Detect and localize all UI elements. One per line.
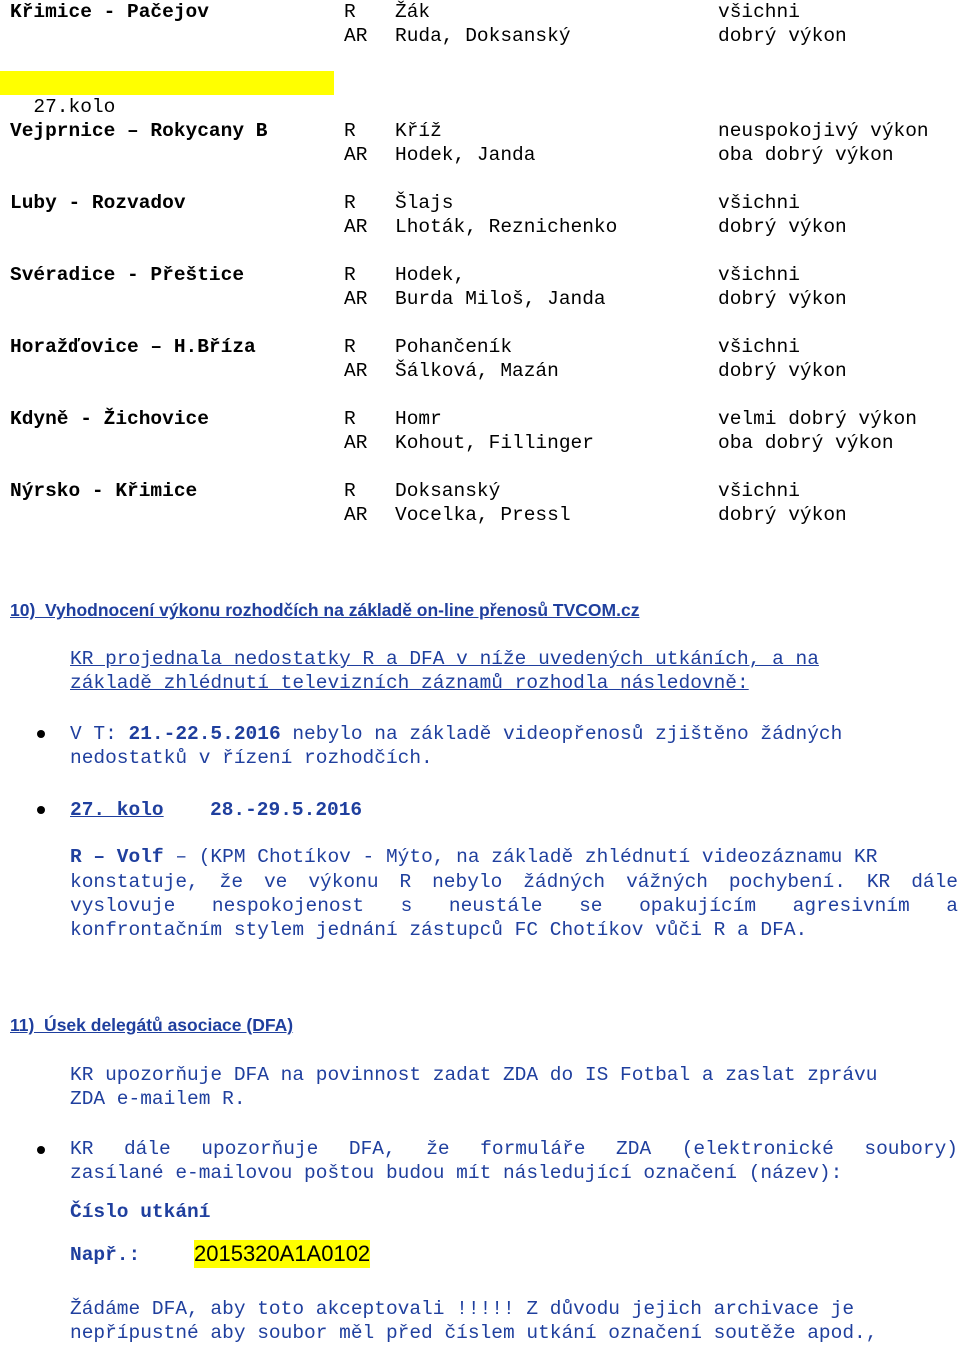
referee-evaluation: všichni [718,264,800,286]
section-11-para-line1: KR upozorňuje DFA na povinnost zadat ZDA do IS Fotbal a zaslat zprávu [70,1064,878,1086]
assistant-evaluation: dobrý výkon [718,288,847,310]
match-teams: Vejprnice – Rokycany B [10,120,268,142]
match-row [0,119,960,167]
assistant-label: AR [344,144,368,166]
match-teams: Luby - Rozvadov [10,192,186,214]
section-10-heading: 10) Vyhodnocení výkonu rozhodčích na základě on-line přenosů TVCOM.cz [10,600,640,620]
referee-evaluation: všichni [718,1,800,23]
referee-label: R [344,336,356,358]
referee-name: Kříž [395,120,442,142]
cislo-utkani-label: Číslo utkání [70,1201,211,1223]
section-10-intro-line1: KR projednala nedostatky R a DFA v níže uvedených utkáních, a na [70,648,819,670]
bullet-icon [37,806,45,814]
referee-name: Žák [395,1,431,23]
referee-label: R [344,1,356,23]
bullet-2-line [70,798,363,822]
assistant-evaluation: dobrý výkon [718,504,847,526]
assistant-label: AR [344,432,368,454]
assistant-evaluation: oba dobrý výkon [718,144,894,166]
match-row [0,0,960,48]
assistant-label: AR [344,216,368,238]
section-11-bullet-line1: KR dále upozorňuje DFA, že formuláře ZDA (elektronické soubory) [70,1138,958,1160]
referee-evaluation: všichni [718,336,800,358]
bullet-1-prefix: V T: [70,723,129,745]
assistant-names: Ruda, Doksanský [395,25,571,47]
example-value: 2015320A1A0102 [194,1241,371,1266]
final-line1: Žádáme DFA, aby toto akceptovali !!!!! Z důvodu jejich archivace je [70,1298,855,1320]
section-11-para-line2: ZDA e-mailem R. [70,1088,246,1110]
assistant-label: AR [344,504,368,526]
volf-bold: R – Volf [70,846,164,868]
referee-evaluation: velmi dobrý výkon [718,408,917,430]
referee-evaluation: všichni [718,192,800,214]
referee-label: R [344,264,356,286]
match-teams: Kdyně - Žichovice [10,408,209,430]
assistant-label: AR [344,360,368,382]
volf-line3: vyslovuje nespokojenost s neustále se opakujícím agresivním a [70,895,958,917]
referee-name: Pohančeník [395,336,513,358]
bullet-2-date: 28.-29.5.2016 [210,799,363,821]
referee-evaluation: všichni [718,480,800,502]
assistant-label: AR [344,25,368,47]
referee-label: R [344,192,356,214]
referee-label: R [344,480,356,502]
referee-name: Šlajs [395,192,454,214]
referee-label: R [344,408,356,430]
bullet-1-line2: nedostatků v řízení rozhodčích. [70,747,433,769]
volf-line4: konfrontačním stylem jednání zástupců FC Chotíkov vůči R a DFA. [70,919,808,941]
assistant-names: Vocelka, Pressl [395,504,571,526]
section-11-bullet-line2: zasílané e-mailovou poštou budou mít následující označení (název): [70,1162,843,1184]
assistant-names: Šálková, Mazán [395,360,559,382]
volf-line1 [70,845,877,869]
bullet-2-round: 27. kolo [70,799,164,821]
volf-line2: konstatuje, že ve výkonu R nebylo žádných vážných pochybení. KR dále [70,871,958,893]
section-10-intro-line2: základě zhlédnutí televizních záznamů rozhodla následovně: [70,672,749,694]
assistant-label: AR [344,288,368,310]
match-teams: Svéradice - Přeštice [10,264,245,286]
bullet-1-line1 [70,722,842,746]
referee-name: Hodek, [395,264,466,286]
assistant-names: Hodek, Janda [395,144,536,166]
match-row [0,407,960,455]
round-label-text: 27.kolo [33,96,116,118]
match-row [0,335,960,383]
match-teams: Nýrsko - Křimice [10,480,198,502]
assistant-names: Burda Miloš, Janda [395,288,606,310]
match-teams: Horažďovice – H.Bříza [10,336,256,358]
section-11-heading: 11) Úsek delegátů asociace (DFA) [10,1015,294,1035]
bullet-1-date: 21.-22.5.2016 [128,723,281,745]
referee-label: R [344,120,356,142]
match-row [0,191,960,239]
referee-name: Homr [395,408,442,430]
volf-line1-rest: – (KPM Chotíkov - Mýto, na základě zhlédnutí videozáznamu KR [163,846,878,868]
round-label [0,71,334,118]
match-teams: Křimice - Pačejov [10,1,209,23]
final-line2: nepřípustné aby soubor měl před číslem utkání označení soutěže apod., [70,1322,878,1344]
assistant-evaluation: dobrý výkon [718,216,847,238]
assistant-names: Lhoták, Reznichenko [395,216,618,238]
bullet-icon [37,1146,45,1154]
assistant-names: Kohout, Fillinger [395,432,594,454]
referee-name: Doksanský [395,480,501,502]
referee-evaluation: neuspokojivý výkon [718,120,929,142]
assistant-evaluation: dobrý výkon [718,25,847,47]
example-label: Např.: [70,1244,141,1266]
bullet-icon [37,730,45,738]
assistant-evaluation: dobrý výkon [718,360,847,382]
assistant-evaluation: oba dobrý výkon [718,432,894,454]
match-row [0,263,960,311]
bullet-1-rest: nebylo na základě videopřenosů zjištěno žádných [280,723,843,745]
match-row [0,479,960,527]
